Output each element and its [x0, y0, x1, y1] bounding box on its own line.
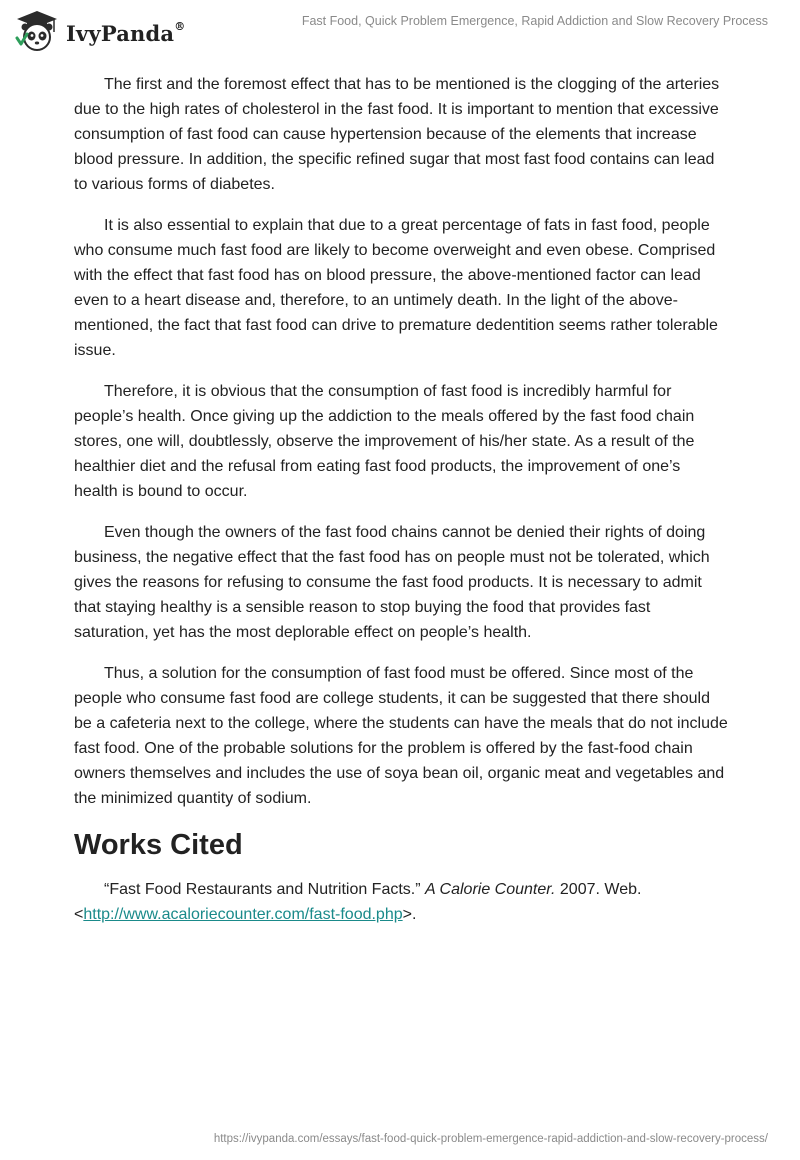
paragraph: Therefore, it is obvious that the consumption of fast food is incredibly harmful for people’s health. Once giving up the addiction to the meals offered by the fast food chain stores, one will, doubtlessly, observe the improvement of his/her state. As a result of the healthier diet and the refusal from eating fast food products, the improvement of one’s health is bound to occur.	[74, 383, 695, 500]
citation-link-close: >.	[402, 906, 417, 923]
citation-date: 2007. Web.	[555, 881, 642, 898]
document-title: Fast Food, Quick Problem Emergence, Rapid Addiction and Slow Recovery Process	[301, 14, 768, 28]
citation-source: A Calorie Counter.	[425, 881, 556, 898]
source-url[interactable]: https://ivypanda.com/essays/fast-food-quick-problem-emergence-rapid-addiction-and-slow-recovery-process/	[213, 1133, 768, 1145]
paragraph: Thus, a solution for the consumption of fast food must be offered. Since most of the people who consume fast food are college students, it can be suggested that there should be a cafeteria next to the college, where the students can have the meals that do not include fast food. One of the probable solutions for the problem is offered by the fast-food chain owners themselves and includes the use of soya bean oil, organic meat and vegetables and the minimized quantity of sodium.	[74, 665, 728, 807]
page-header	[0, 0, 800, 60]
paragraph: The first and the foremost effect that has to be mentioned is the clogging of the arteries due to the high rates of cholesterol in the fast food. It is important to mention that excessive consumption of fast food can cause hypertension because of the elements that increase blood pressure. In addition, the specific refined sugar that most fast food contains can lead to various forms of diabetes.	[74, 76, 720, 193]
brand-logo[interactable]	[14, 8, 185, 54]
works-cited-heading: Works Cited	[74, 829, 243, 861]
brand-name: IvyPanda®	[66, 19, 186, 46]
citation-link[interactable]: http://www.acaloriecounter.com/fast-food.php	[83, 906, 403, 923]
essay-body	[74, 72, 728, 927]
citation-title: “Fast Food Restaurants and Nutrition Facts.”	[104, 881, 426, 898]
paragraph: Even though the owners of the fast food chains cannot be denied their rights of doing business, the negative effect that the fast food has on people must not be tolerated, which gives the reasons for refusing to consume the fast food products. It is necessary to admit that staying healthy is a sensible reason to stop buying the food that provides fast saturation, yet has the most deplorable effect on people’s health.	[74, 524, 710, 641]
panda-logo-icon	[14, 8, 60, 54]
paragraph: It is also essential to explain that due to a great percentage of fats in fast food, people who consume much fast food are likely to become overweight and even obese. Comprised with the effect that fast food has on blood pressure, the above-mentioned factor can lead even to a heart disease and, therefore, to an untimely death. In the light of the above-mentioned, the fact that fast food can drive to premature dedentition seems rather tolerable issue.	[74, 217, 718, 359]
citation-link-open: <	[74, 906, 84, 923]
citation-entry	[74, 877, 728, 927]
